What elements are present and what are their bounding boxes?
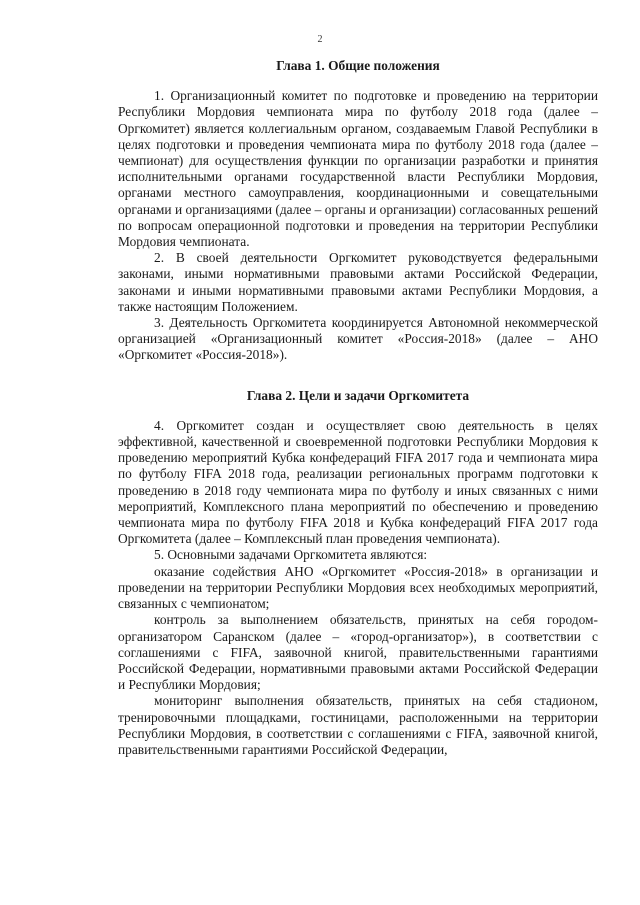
task-item-2: контроль за выполнением обязательств, принятых на себя городом-организатором Саранском (далее – «город-организатор»), в соответствии с соглашениями с FIFA, заявочной книгой, правительственными гарантиями Российской Федерации, нормативными правовыми актами Российской Федерации и Республики Мордовия; [118, 612, 598, 693]
page-number: 2 [317, 34, 323, 45]
paragraph-4: 4. Оргкомитет создан и осуществляет свою деятельность в целях эффективной, качественной и своевременной подготовки Республики Мордовия к проведению мероприятий Кубка конфедераций FIFA 2017 года и чемпионата мира по футболу FIFA 2018 года, реализации региональных программ подготовки к проведению в 2018 году чемпионата мира по футболу и иных связанных с ними мероприятий, Комплексного плана мероприятий по обеспечению и проведению чемпионата мира по футболу FIFA 2018 и Кубка конфедераций FIFA 2017 года Оргкомитета (далее – Комплексный план проведения чемпионата). [118, 417, 598, 547]
chapter-2-title: Глава 2. Цели и задачи Оргкомитета [246, 387, 470, 403]
paragraph-5: 5. Основными задачами Оргкомитета являются: [154, 547, 428, 563]
paragraph-2: 2. В своей деятельности Оргкомитет руководствуется федеральными законами, иными нормативными правовыми актами Российской Федерации, законами и иными нормативными правовыми актами Республики Мордовия, а также настоящим Положением. [118, 250, 598, 314]
chapter-1-title: Глава 1. Общие положения [276, 58, 440, 73]
task-item-3: мониторинг выполнения обязательств, принятых на себя стадионом, тренировочными площадками, гостиницами, расположенными на территории Республики Мордовия, в соответствии с соглашениями с FIFA, заявочной книгой, правительственными гарантиями Российской Федерации, [118, 693, 598, 757]
paragraph-3: 3. Деятельность Оргкомитета координируется Автономной некоммерческой организацией «Организационный комитет «Россия-2018» (далее – АНО «Оргкомитет «Россия-2018»). [118, 315, 598, 363]
task-item-1: оказание содействия АНО «Оргкомитет «Россия-2018» в организации и проведении на территории Республики Мордовия всех необходимых мероприятий, связанных с чемпионатом; [118, 563, 598, 612]
paragraph-1: 1. Организационный комитет по подготовке и проведению на территории Республики Мордовия чемпионата мира по футболу 2018 года (далее – Оргкомитет) является коллегиальным органом, создаваемым Главой Республики в целях подготовки и проведения чемпионата мира по футболу 2018 года (далее – чемпионат) для осуществления функции по организации разработки и принятия исполнительными органами государственной власти Республики Мордовия, органами местного самоуправления, координационными и совещательными органами и организациями (далее – органы и организации) согласованных решений по вопросам операционной подготовки и проведения на территории Республики Мордовия чемпионата. [118, 88, 598, 250]
document-body [118, 58, 598, 758]
